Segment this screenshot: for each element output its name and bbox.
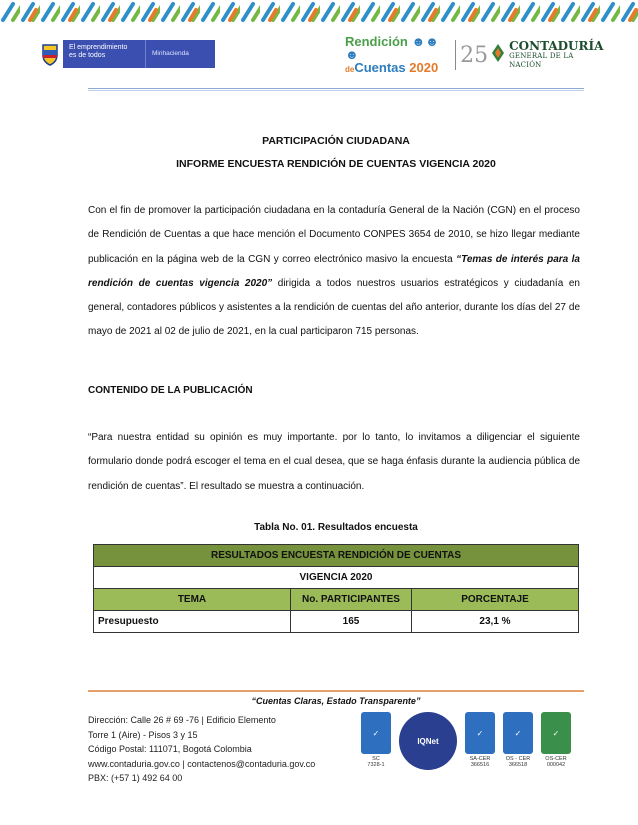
icontec-cert bbox=[502, 712, 534, 784]
footer-slogan: “Cuentas Claras, Estado Transparente” bbox=[251, 696, 421, 706]
table-row bbox=[94, 611, 579, 633]
column-header-porcentaje: PORCENTAJE bbox=[412, 589, 579, 611]
address-line: Código Postal: 111071, Bogotá Colombia bbox=[88, 744, 252, 754]
people-icon: ☻☻☻ bbox=[345, 33, 439, 62]
contact-line: www.contaduria.gov.co | contactenos@contaduria.gov.co bbox=[88, 758, 316, 769]
header-rule bbox=[88, 88, 584, 89]
icontec-icon: ✓ bbox=[465, 712, 495, 754]
government-logo bbox=[37, 40, 215, 68]
gov-slogan-line2: es de todos bbox=[69, 52, 106, 59]
intro-paragraph bbox=[88, 199, 580, 345]
iqnet-icon: IQNet bbox=[399, 712, 457, 770]
rendicion-cgn-logo bbox=[345, 33, 607, 75]
document-title: PARTICIPACIÓN CIUDADANA bbox=[262, 135, 410, 147]
rc-word2: Cuentas bbox=[354, 59, 406, 75]
address-line: Dirección: Calle 26 # 69 -76 | Edificio Elemento bbox=[88, 715, 276, 725]
address-line: Torre 1 (Aire) - Pisos 3 y 15 bbox=[88, 729, 198, 740]
column-header-tema: TEMA bbox=[94, 589, 291, 611]
iqnet-cert bbox=[398, 712, 458, 784]
gov-slogan-line1: El emprendimiento bbox=[69, 44, 128, 51]
icontec-icon: ✓ bbox=[541, 712, 571, 754]
rendicion-cuentas-logo bbox=[345, 35, 451, 76]
cell-participantes: 165 bbox=[291, 611, 412, 633]
cert-label: SA-CER 366516 bbox=[469, 756, 491, 768]
footer-rule bbox=[88, 690, 584, 692]
icontec-cert bbox=[360, 712, 392, 784]
quote-paragraph: “Para nuestra entidad su opinión es muy importante. por lo tanto, lo invitamos a diligenciar el siguiente formulario donde podrá escoger el tema en el cual desea, que se haga énfasis durante la audiencia pública de rendición de cuentas”. El resultado se muestra a continuación. bbox=[88, 432, 580, 492]
cert-label: SC 7328-1 bbox=[367, 756, 385, 768]
rc-year: 2020 bbox=[409, 59, 439, 75]
decorative-stripe-banner bbox=[0, 0, 638, 24]
cgn-subtitle: GENERAL DE LA NACIÓN bbox=[509, 52, 574, 69]
intro-survey-name: “Temas de interés para la rendición de cuentas vigencia 2020” bbox=[88, 253, 580, 289]
coat-of-arms-icon bbox=[37, 40, 63, 68]
cgn-emblem-icon bbox=[491, 43, 505, 68]
column-header-participantes: No. PARTICIPANTES bbox=[291, 589, 412, 611]
cert-label: OS-CER 000042 bbox=[545, 756, 567, 768]
gov-slogan bbox=[63, 40, 145, 68]
rc-de: de bbox=[345, 64, 355, 74]
ministry-name: Minhacienda bbox=[145, 40, 215, 68]
section-heading: CONTENIDO DE LA PUBLICACIÓN bbox=[88, 385, 253, 396]
rc-word1: Rendición bbox=[345, 33, 408, 49]
cgn-name bbox=[509, 40, 607, 70]
icontec-icon: ✓ bbox=[361, 712, 391, 754]
intro-text-end: dirigida a todos nuestros usuarios estratégicos y ciudadanía en general, contadores públicos y asistentes a la rendición de cuentas del año anterior, durante los días del 27 de mayo de 2021 al 02 de julio de 2021, en la cual participaron 715 personas. bbox=[88, 277, 580, 338]
phone-line: PBX: (+57 1) 492 64 00 bbox=[88, 773, 183, 783]
table-caption: Tabla No. 01. Resultados encuesta bbox=[254, 522, 418, 533]
cell-tema: Presupuesto bbox=[94, 611, 291, 633]
footer-address bbox=[88, 713, 315, 786]
anniversary-number: 25 bbox=[460, 42, 489, 68]
logo-divider bbox=[455, 40, 456, 70]
document-subtitle: INFORME ENCUESTA RENDICIÓN DE CUENTAS VIGENCIA 2020 bbox=[176, 158, 496, 170]
table-subheader: VIGENCIA 2020 bbox=[94, 567, 579, 589]
cert-label: OS - CER 366518 bbox=[505, 756, 531, 768]
results-table bbox=[93, 544, 579, 633]
icontec-icon: ✓ bbox=[503, 712, 533, 754]
intro-text-start: Con el fin de promover la participación ciudadana en la contaduría General de la Nación (CGN) en el proceso de Rendición de Cuentas a que hace mención el Documento CONPES 3654 de 2010, se hizo llegar mediante publicación en la página web de la CGN y correo electrónico masivo la encuesta bbox=[88, 205, 580, 265]
cgn-title: CONTADURÍA bbox=[509, 39, 604, 53]
cell-porcentaje: 23,1 % bbox=[412, 611, 579, 633]
table-header: RESULTADOS ENCUESTA RENDICIÓN DE CUENTAS bbox=[94, 545, 579, 567]
icontec-cert bbox=[540, 712, 572, 784]
certification-logos bbox=[360, 712, 585, 784]
icontec-cert bbox=[464, 712, 496, 784]
